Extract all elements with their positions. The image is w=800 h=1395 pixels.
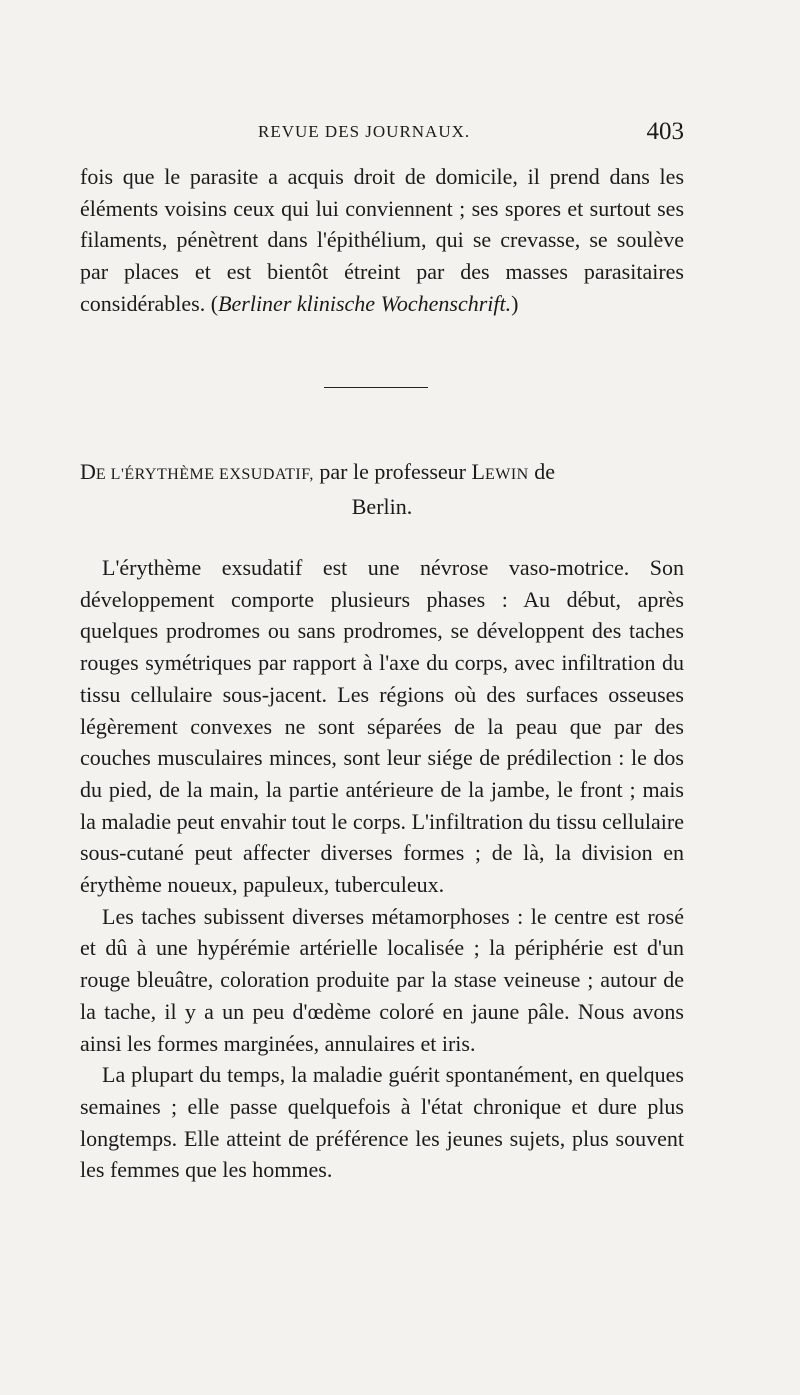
article-title: DE L'ÉRYTHÈME EXSUDATIF, par le professeur LEWIN de Berlin. [80,456,684,522]
title-city: Berlin. [351,493,413,519]
page-number: 403 [646,118,684,145]
paragraph: Les taches subissent diverses métamorphoses : le centre est rosé et dû à une hypérémie artérielle localisée ; la périphérie est d'un rouge bleuâtre, coloration produite par la stase veineuse ; autour de la tache, il y a un peu d'œdème coloré en jaune pâle. Nous avons ainsi les formes marginées, annulaires et iris. [80,903,684,1056]
intro-text: fois que le parasite a acquis droit de domicile, il prend dans les éléments voisins ceux qui lui conviennent ; ses spores et surtout ses filaments, pénètrent dans l'épithélium, qui se crevasse, se soulève par places et est bientôt étreint par des masses parasitaires considérables. [80,164,684,316]
section-divider [324,387,428,388]
continued-paragraph: fois que le parasite a acquis droit de domicile, il prend dans les éléments voisins ceux qui lui conviennent ; ses spores et surtout ses filaments, pénètrent dans l'épithélium, qui se crevasse, se soulève par places et est bientôt étreint par des masses parasitaires considérables. (Berliner klinische Wochenschrift.) [80,164,684,316]
author-name: EWIN [484,466,529,483]
running-title: REVUE DES JOURNAUX. [258,122,471,141]
paragraph: La plupart du temps, la maladie guérit spontanément, en quelques semaines ; elle passe quelquefois à l'état chronique et dure plus longtemps. Elle atteint de préférence les jeunes sujets, plus souvent les femmes que les hommes. [80,1062,684,1183]
paragraph: L'érythème exsudatif est une névrose vaso-motrice. Son développement comporte plusieurs phases : Au début, après quelques prodromes ou sans prodromes, se développent des taches rouges symétriques par rapport à l'axe du corps, avec infiltration du tissu cellulaire sous-jacent. Les régions où des surfaces osseuses légèrement convexes ne sont séparées de la peau que par des couches musculaires minces, sont leur siége de prédilection : le dos du pied, de la main, la partie antérieure de la jambe, le front ; mais la maladie peut envahir tout le corps. L'infiltration du tissu cellulaire sous-cutané peut affecter diverses formes ; de là, la division en érythème noueux, papuleux, tuberculeux. [80,555,684,898]
source-citation: Berliner klinische Wochenschrift. [218,290,512,316]
article-body [80,552,684,1186]
page-header [80,118,684,152]
